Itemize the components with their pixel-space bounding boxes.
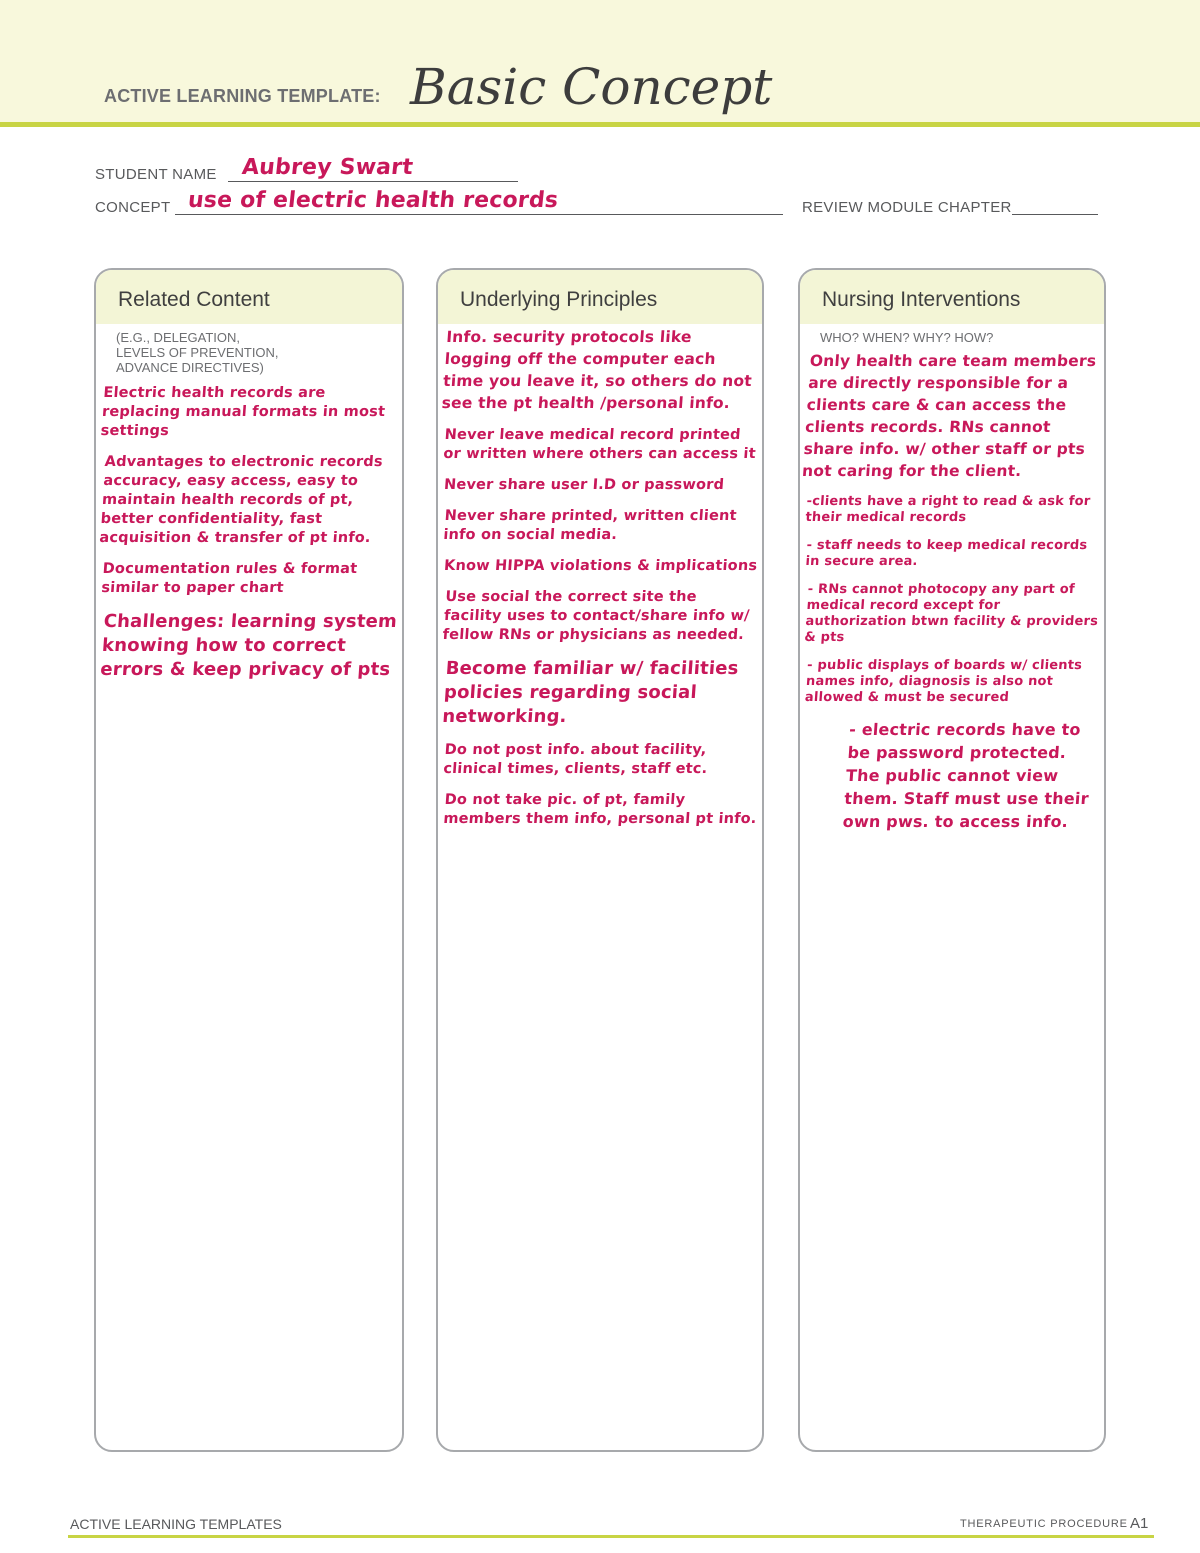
- footer-right-label: THERAPEUTIC PROCEDURE: [960, 1518, 1128, 1530]
- handwritten-note: - staff needs to keep medical records in secure area.: [804, 538, 1088, 569]
- panel-title: Related Content: [118, 288, 270, 311]
- footer-rule: [68, 1535, 1154, 1538]
- hint-line: (E.G., DELEGATION,: [116, 330, 241, 345]
- student-name-line: [228, 181, 518, 182]
- handwritten-note: Info. security protocols like logging off the computer each time you leave it, so others do not see the pt health /personal info.: [441, 328, 753, 412]
- hint-line: WHO? WHEN? WHY? HOW?: [820, 330, 994, 345]
- handwritten-note: Advantages to electronic records accuracy, easy access, easy to maintain health records of pt, better confidentiality, fast acquisition & transfer of pt info.: [98, 454, 384, 546]
- handwritten-note: Become familiar w/ facilities policies regarding social networking.: [441, 658, 740, 727]
- handwritten-note: Challenges: learning system knowing how to correct errors & keep privacy of pts: [99, 611, 398, 680]
- handwritten-note: - public displays of boards w/ clients names info, diagnosis is also not allowed & must be secured: [804, 658, 1083, 705]
- handwritten-note: Never leave medical record printed or written where others can access it: [442, 427, 757, 462]
- handwritten-note: Electric health records are replacing manual formats in most settings: [100, 385, 386, 439]
- handwritten-note: Never share user I.D or password: [443, 477, 725, 493]
- panel-notes[interactable]: [801, 350, 1100, 845]
- review-module-label: REVIEW MODULE CHAPTER: [802, 199, 1012, 216]
- handwritten-note: Never share printed, written client info on social media.: [442, 508, 738, 543]
- panel-title: Underlying Principles: [460, 288, 658, 311]
- nursing-interventions-panel: [798, 268, 1106, 1452]
- handwritten-note: Do not post info. about facility, clinical times, clients, staff etc.: [442, 742, 708, 777]
- handwritten-note: Only health care team members are directly responsible for a clients care & can access the clients records. RNs cannot share info. w/ other staff or pts not caring for the client.: [801, 352, 1097, 480]
- student-name-label: STUDENT NAME: [95, 166, 217, 183]
- student-name-field[interactable]: Aubrey Swart: [240, 155, 415, 180]
- related-content-panel: [94, 268, 404, 1452]
- concept-field[interactable]: use of electric health records: [186, 188, 560, 213]
- panel-title: Nursing Interventions: [822, 288, 1021, 311]
- template-label: ACTIVE LEARNING TEMPLATE:: [104, 86, 381, 106]
- handwritten-note: Know HIPPA violations & implications: [443, 558, 758, 574]
- concept-line: [175, 214, 783, 215]
- handwritten-note: Documentation rules & format similar to paper chart: [100, 561, 358, 596]
- handwritten-note: - electric records have to be password protected. The public cannot view them. Staff must use their own pws. to access info.: [842, 720, 1090, 831]
- panel-notes[interactable]: [441, 326, 758, 841]
- handwritten-note: Do not take pic. of pt, family members them info, personal pt info.: [442, 792, 758, 827]
- underlying-principles-panel: [436, 268, 764, 1452]
- handwritten-note: - RNs cannot photocopy any part of medical record except for authorization btwn facility & providers & pts: [803, 582, 1099, 645]
- template-title: Basic Concept: [410, 58, 773, 116]
- hint-line: LEVELS OF PREVENTION,: [116, 345, 279, 360]
- handwritten-note: -clients have a right to read & ask for their medical records: [804, 494, 1091, 525]
- panel-hint: [116, 330, 279, 375]
- review-module-line: [1012, 214, 1098, 215]
- panel-notes[interactable]: [98, 384, 398, 694]
- panel-hint: [820, 330, 993, 345]
- header-rule: [0, 122, 1200, 127]
- hint-line: ADVANCE DIRECTIVES): [116, 360, 264, 375]
- handwritten-note: Use social the correct site the facility uses to contact/share info w/ fellow RNs or physicians as needed.: [442, 589, 751, 643]
- footer-left-label: ACTIVE LEARNING TEMPLATES: [70, 1516, 282, 1532]
- concept-label: CONCEPT: [95, 199, 171, 216]
- footer-code: A1: [1130, 1515, 1149, 1532]
